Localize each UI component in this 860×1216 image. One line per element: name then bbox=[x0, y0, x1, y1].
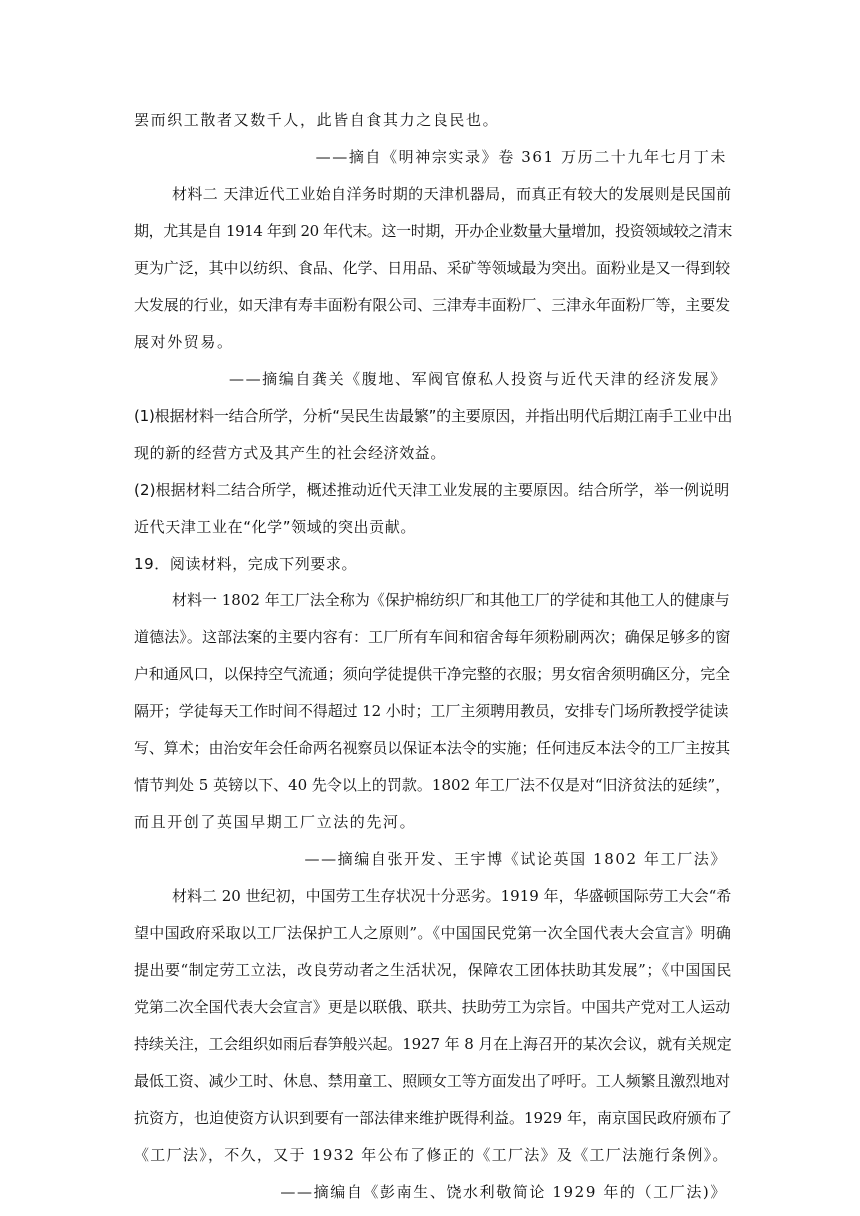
material-text-line: 党第二次全国代表大会宣言》更是以联俄、联共、扶助劳工为宗旨。中国共产党对工人运动 bbox=[134, 998, 731, 1016]
material-text-line: 展对外贸易。 bbox=[134, 333, 234, 351]
question-text-line: (2)根据材料二结合所学，概述推动近代天津工业发展的主要原因。结合所学，举一例说明 bbox=[134, 481, 730, 499]
citation-source: ——摘编自《彭南生、饶水利敬简论 1929 年的（工厂法)》 bbox=[280, 1183, 727, 1201]
material-text-line: 提出要“制定劳工立法，改良劳动者之生活状况，保障农工团体扶助其发展”；《中国国民 bbox=[134, 961, 732, 979]
citation-source: ——摘编自龚关《腹地、军阀官僚私人投资与近代天津的经济发展》 bbox=[228, 370, 727, 388]
material-text-line: 材料一 1802 年工厂法全称为《保护棉纺织厂和其他工厂的学徒和其他工人的健康与 bbox=[172, 591, 730, 609]
material-text-line: 大发展的行业，如天津有寿丰面粉有限公司、三津寿丰面粉厂、三津永年面粉厂等，主要发 bbox=[134, 296, 731, 314]
material-text-line: 罢而织工散者又数千人，此皆自食其力之良民也。 bbox=[134, 111, 500, 129]
citation-source: ——摘自《明神宗实录》卷 361 万历二十九年七月丁未 bbox=[315, 148, 727, 166]
question-text-line: 现的新的经营方式及其产生的社会经济效益。 bbox=[134, 444, 447, 462]
citation-source: ——摘编自张开发、王宇博《试论英国 1802 年工厂法》 bbox=[304, 850, 727, 868]
material-text-line: 材料二 20 世纪初，中国劳工生存状况十分恶劣。1919 年，华盛顿国际劳工大会“希 bbox=[172, 887, 732, 905]
question-text-line: 近代天津工业在“化学”领域的突出贡献。 bbox=[134, 518, 416, 536]
material-text-line: 最低工资、减少工时、休息、禁用童工、照顾女工等方面发出了呼吁。工人频繁且激烈地对 bbox=[134, 1072, 731, 1090]
material-text-line: 更为广泛，其中以纺织、食品、化学、日用品、采矿等领域最为突出。面粉业是又一得到较 bbox=[134, 259, 731, 277]
material-text-line: 情节判处 5 英镑以下、40 先令以上的罚款。1802 年工厂法不仅是对“旧济贫法的延续”， bbox=[134, 776, 731, 794]
material-text-line: 材料二 天津近代工业始自洋务时期的天津机器局，而真正有较大的发展则是民国前 bbox=[172, 185, 732, 203]
material-text-line: 持续关注，工会组织如雨后春笋般兴起。1927 年 8 月在上海召开的某次会议，就有关规定 bbox=[134, 1035, 732, 1053]
material-text-line: 隔开；学徒每天工作时间不得超过 12 小时；工厂主须聘用教员，安排专门场所教授学徒读 bbox=[134, 702, 729, 720]
material-text-line: 户和通风口，以保持空气流通；须向学徒提供干净完整的衣服；男女宿舍须明确区分，完全 bbox=[134, 665, 731, 683]
material-text-line: 而且开创了英国早期工厂立法的先河。 bbox=[134, 813, 417, 831]
material-text-line: 期，尤其是自 1914 年到 20 年代末。这一时期，开办企业数量大量增加，投资领域较之清末 bbox=[134, 222, 732, 240]
question-text-line: (1)根据材料一结合所学，分析“吴民生齿最繁”的主要原因，并指出明代后期江南手工业中出 bbox=[134, 407, 733, 425]
material-text-line: 望中国政府采取以工厂法保护工人之原则”。《中国国民党第一次全国代表大会宣言》明确 bbox=[134, 924, 732, 942]
material-text-line: 《工厂法》，不久，又于 1932 年公布了修正的《工厂法》及《工厂法施行条例》。 bbox=[134, 1146, 729, 1164]
material-text-line: 抗资方，也迫使资方认识到要有一部法律来维护既得利益。1929 年，南京国民政府颁布了 bbox=[134, 1109, 732, 1127]
material-text-line: 写、算术；由治安年会任命两名视察员以保证本法令的实施；任何违反本法令的工厂主按其 bbox=[134, 739, 731, 757]
question-header: 19．阅读材料，完成下列要求。 bbox=[134, 555, 358, 573]
material-text-line: 道德法》。这部法案的主要内容有：工厂所有车间和宿舍每年须粉刷两次；确保足够多的窗 bbox=[134, 628, 731, 646]
